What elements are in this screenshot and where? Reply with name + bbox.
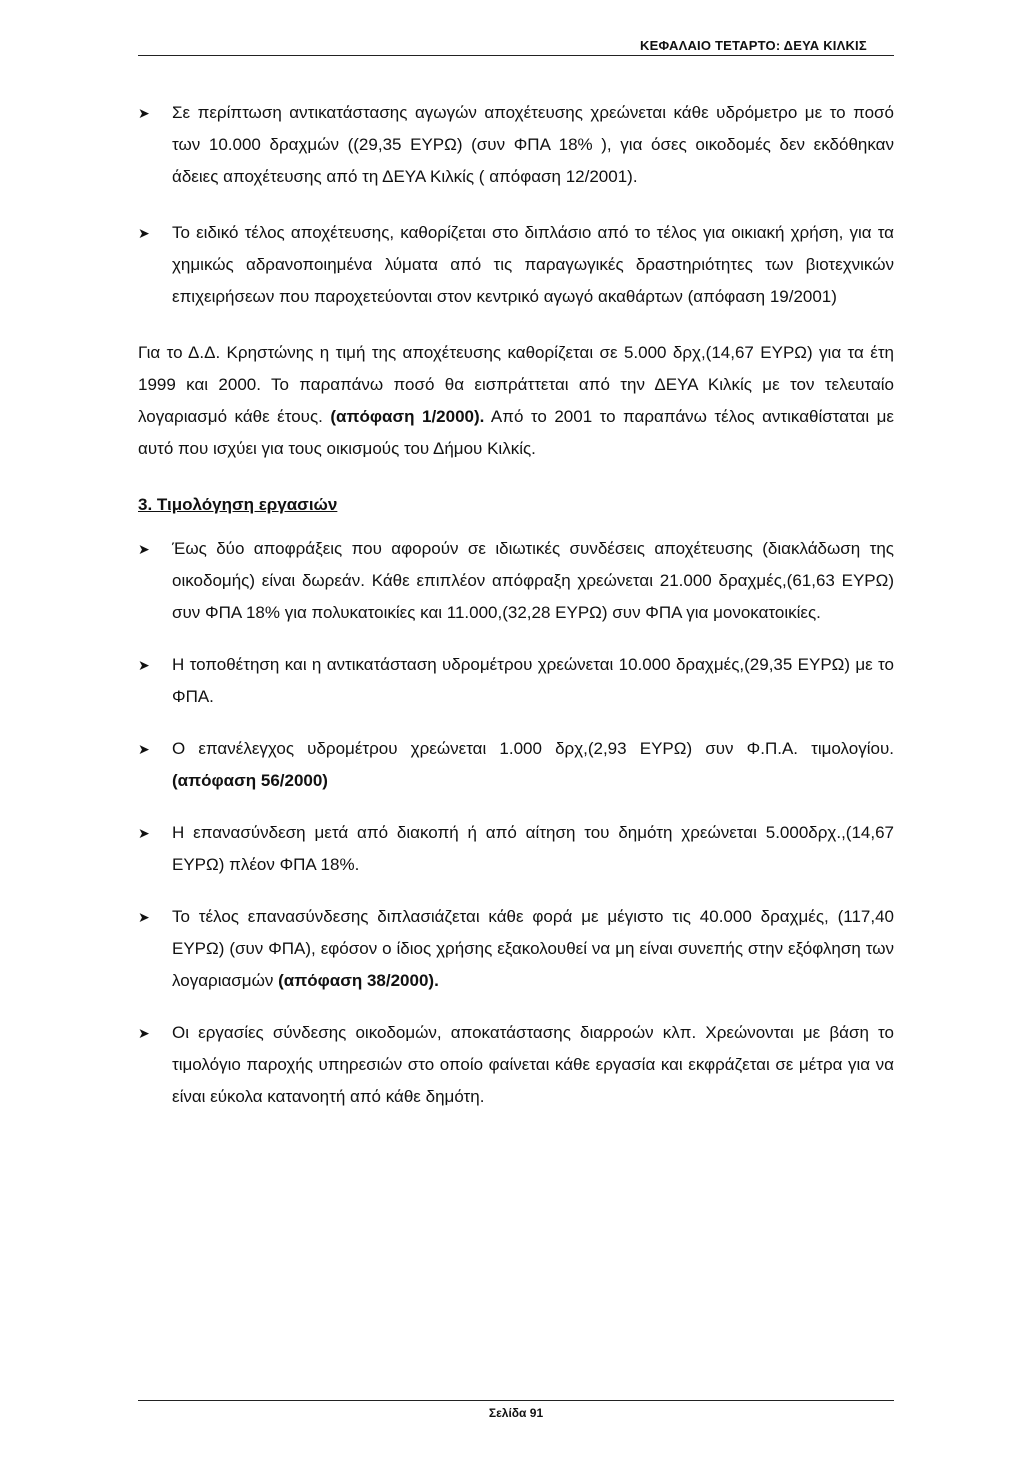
bullet-text: Ο επανέλεγχος υδρομέτρου χρεώνεται 1.000 δρχ,(2,93 ΕΥΡΩ) συν Φ.Π.Α. τιμολογίου.: [172, 739, 894, 758]
bullet-special-fee: [138, 217, 894, 313]
paragraph-text: Από το 2001 το παραπάνω τέλος αντικαθίσταται με αυτό που ισχύει για τους οικισμούς του Δήμου Κιλκίς.: [138, 407, 894, 458]
bullet-text: Οι εργασίες σύνδεσης οικοδομών, αποκατάστασης διαρροών κλπ. Χρεώνονται με βάση το τιμολόγιο παροχής υπηρεσιών στο οποίο φαίνεται κάθε εργασία και εκφράζεται σε μέτρα για να είναι εύκολα κατανοητή από κάθε δημότη.: [172, 1023, 894, 1106]
bullet-reconnection-fee: [138, 901, 894, 997]
arrow-bullet-icon: ➤: [138, 1025, 150, 1041]
bullet-text: Το ειδικό τέλος αποχέτευσης, καθορίζεται στο διπλάσιο από το τέλος για οικιακή χρήση, για τα χημικώς αδρανοποιημένα λύματα από τις παραγωγικές δραστηριότητες των βιοτεχνικών επιχειρήσεων που παροχετεύονται στον κεντρικό αγωγό ακαθάρτων (απόφαση 19/2001): [172, 223, 894, 306]
footer-rule: [138, 1400, 894, 1401]
bullet-meter-install: [138, 649, 894, 713]
paragraph-krestonis: [138, 337, 894, 465]
paragraph-text: Για το Δ.Δ. Κρηστώνης η τιμή της αποχέτευσης καθορίζεται σε 5.000 δρχ,(14,67 ΕΥΡΩ) για τα έτη 1999 και 2000. Το παραπάνω ποσό θα εισπράττεται από την ΔΕΥΑ Κιλκίς με τον τελευταίο λογαριασμό κάθε έτους.: [138, 343, 894, 426]
page-number: Σελίδα 91: [488, 1406, 544, 1420]
bullet-text: Το τέλος επανασύνδεσης διπλασιάζεται κάθε φορά με μέγιστο τις 40.000 δραχμές, (117,40 ΕΥΡΩ) (συν ΦΠΑ), εφόσον ο ίδιος χρήσης εξακολουθεί να μη είναι συνεπής στην εξόφληση των λογαριασμών: [172, 907, 894, 990]
arrow-bullet-icon: ➤: [138, 825, 150, 841]
bullet-text: Η επανασύνδεση μετά από διακοπή ή από αίτηση του δημότη χρεώνεται 5.000δρχ.,(14,67 ΕΥΡΩ) πλέον ΦΠΑ 18%.: [172, 823, 894, 874]
bullet-reconnection: [138, 817, 894, 881]
bullet-text: Σε περίπτωση αντικατάστασης αγωγών αποχέτευσης χρεώνεται κάθε υδρόμετρο με το ποσό των 10.000 δραχμών ((29,35 ΕΥΡΩ) (συν ΦΠΑ 18% ), για όσες οικοδομές δεν εκδόθηκαν άδειες αποχέτευσης από τη ΔΕΥΑ Κιλκίς ( απόφαση 12/2001).: [172, 103, 894, 186]
arrow-bullet-icon: ➤: [138, 105, 150, 121]
arrow-bullet-icon: ➤: [138, 225, 150, 241]
bullet-text: Η τοποθέτηση και η αντικατάσταση υδρομέτρου χρεώνεται 10.000 δραχμές,(29,35 ΕΥΡΩ) με το ΦΠΑ.: [172, 655, 894, 706]
decision-reference: (απόφαση 56/2000): [172, 771, 328, 790]
running-header: ΚΕΦΑΛΑΙΟ ΤΕΤΑΡΤΟ: ΔΕΥΑ ΚΙΛΚΙΣ: [640, 38, 867, 53]
header-rule: [138, 55, 894, 56]
decision-reference: (απόφαση 1/2000).: [330, 407, 485, 426]
arrow-bullet-icon: ➤: [138, 657, 150, 673]
page-content: [138, 97, 894, 1113]
arrow-bullet-icon: ➤: [138, 541, 150, 557]
bullet-meter-recheck: [138, 733, 894, 797]
decision-reference: (απόφαση 38/2000).: [278, 971, 439, 990]
bullet-works: [138, 1017, 894, 1113]
bullet-blockages: [138, 533, 894, 629]
bullet-pipe-replacement: [138, 97, 894, 193]
arrow-bullet-icon: ➤: [138, 741, 150, 757]
arrow-bullet-icon: ➤: [138, 909, 150, 925]
bullet-text: Έως δύο αποφράξεις που αφορούν σε ιδιωτικές συνδέσεις αποχέτευσης (διακλάδωση της οικοδομής) είναι δωρεάν. Κάθε επιπλέον απόφραξη χρεώνεται 21.000 δραχμές,(61,63 ΕΥΡΩ) συν ΦΠΑ 18% για πολυκατοικίες και 11.000,(32,28 ΕΥΡΩ) συν ΦΠΑ για μονοκατοικίες.: [172, 539, 894, 622]
section-title: 3. Τιμολόγηση εργασιών: [138, 495, 338, 514]
